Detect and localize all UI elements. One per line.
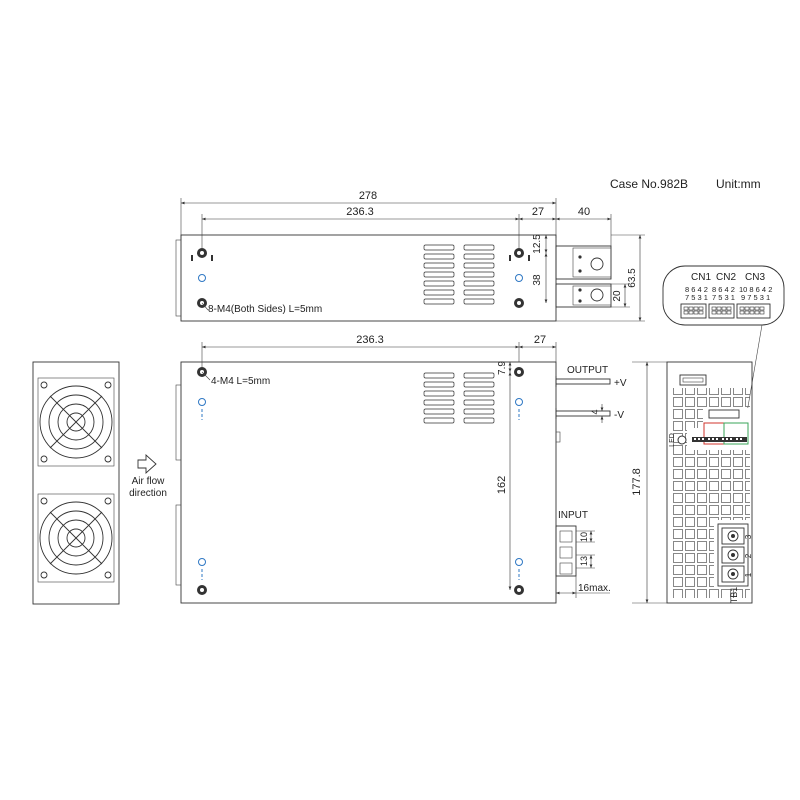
airflow-label-line1: Air flow [131,476,165,487]
dim-16-max: 16max. [578,583,611,594]
input-label: INPUT [558,510,588,521]
cn1-pins-top: 8 6 4 2 [685,285,708,294]
cn3-pins-bottom: 9 7 5 3 1 [741,293,771,302]
dim-hole-spacing-side: 236.3 [356,334,384,346]
dim-hole-spacing-top: 236.3 [346,206,374,218]
fan-icon [38,494,114,582]
dim-12-5: 12.5 [532,234,543,254]
output-terminal-icon [556,246,611,307]
airflow-arrow-icon [138,455,156,473]
cn2-label: CN2 [716,272,737,283]
screw-note-top: 8-M4(Both Sides) L=5mm [208,304,323,315]
cn1-label: CN1 [691,272,712,283]
dim-38: 38 [532,274,543,286]
dim-overall-length: 278 [358,190,378,202]
dim-10: 10 [579,531,589,543]
side-vents [424,373,494,423]
output-label: OUTPUT [567,365,609,376]
tb1-label: TB1 [729,586,739,604]
dim-end-top: 27 [531,206,545,218]
dim-4: 4 [590,409,600,415]
top-vents [424,245,494,304]
dim-7-9: 7.9 [497,361,508,375]
screw-note-side: 4-M4 L=5mm [211,376,271,387]
side-view [176,334,627,603]
unit-label: Unit:mm [716,177,761,191]
cn1-pins-bottom: 7 5 3 1 [685,293,708,302]
dim-162: 162 [496,475,508,495]
cn3-label: CN3 [745,272,766,283]
cn3-pins-top: 10 8 6 4 2 [739,285,773,294]
end-view [631,362,753,603]
led-label: LED [669,433,676,447]
dim-end-side: 27 [533,334,547,346]
led-icon [678,436,686,444]
plus-v-label: +V [614,378,627,389]
cn2-pins-bottom: 7 5 3 1 [712,293,735,302]
fan-icon [38,378,114,466]
tb1-pin-3: 3 [744,534,753,540]
cn2-pins-top: 8 6 4 2 [712,285,735,294]
top-view [176,190,645,321]
dim-terminal-top: 40 [577,206,591,218]
dim-13: 13 [579,555,589,567]
locating-mark-icon [199,399,523,581]
airflow-label-line2: direction [129,488,167,499]
dim-63-5: 63.5 [627,268,638,288]
fan-view [33,362,167,604]
tb1-pin-2: 2 [744,553,753,559]
screw-hole-icon [197,367,524,595]
dim-20: 20 [612,290,623,302]
tb1-pin-1: 1 [744,572,753,578]
dim-177-8: 177.8 [631,468,643,496]
minus-v-label: -V [614,410,624,421]
case-number: Case No.982B [610,177,689,191]
